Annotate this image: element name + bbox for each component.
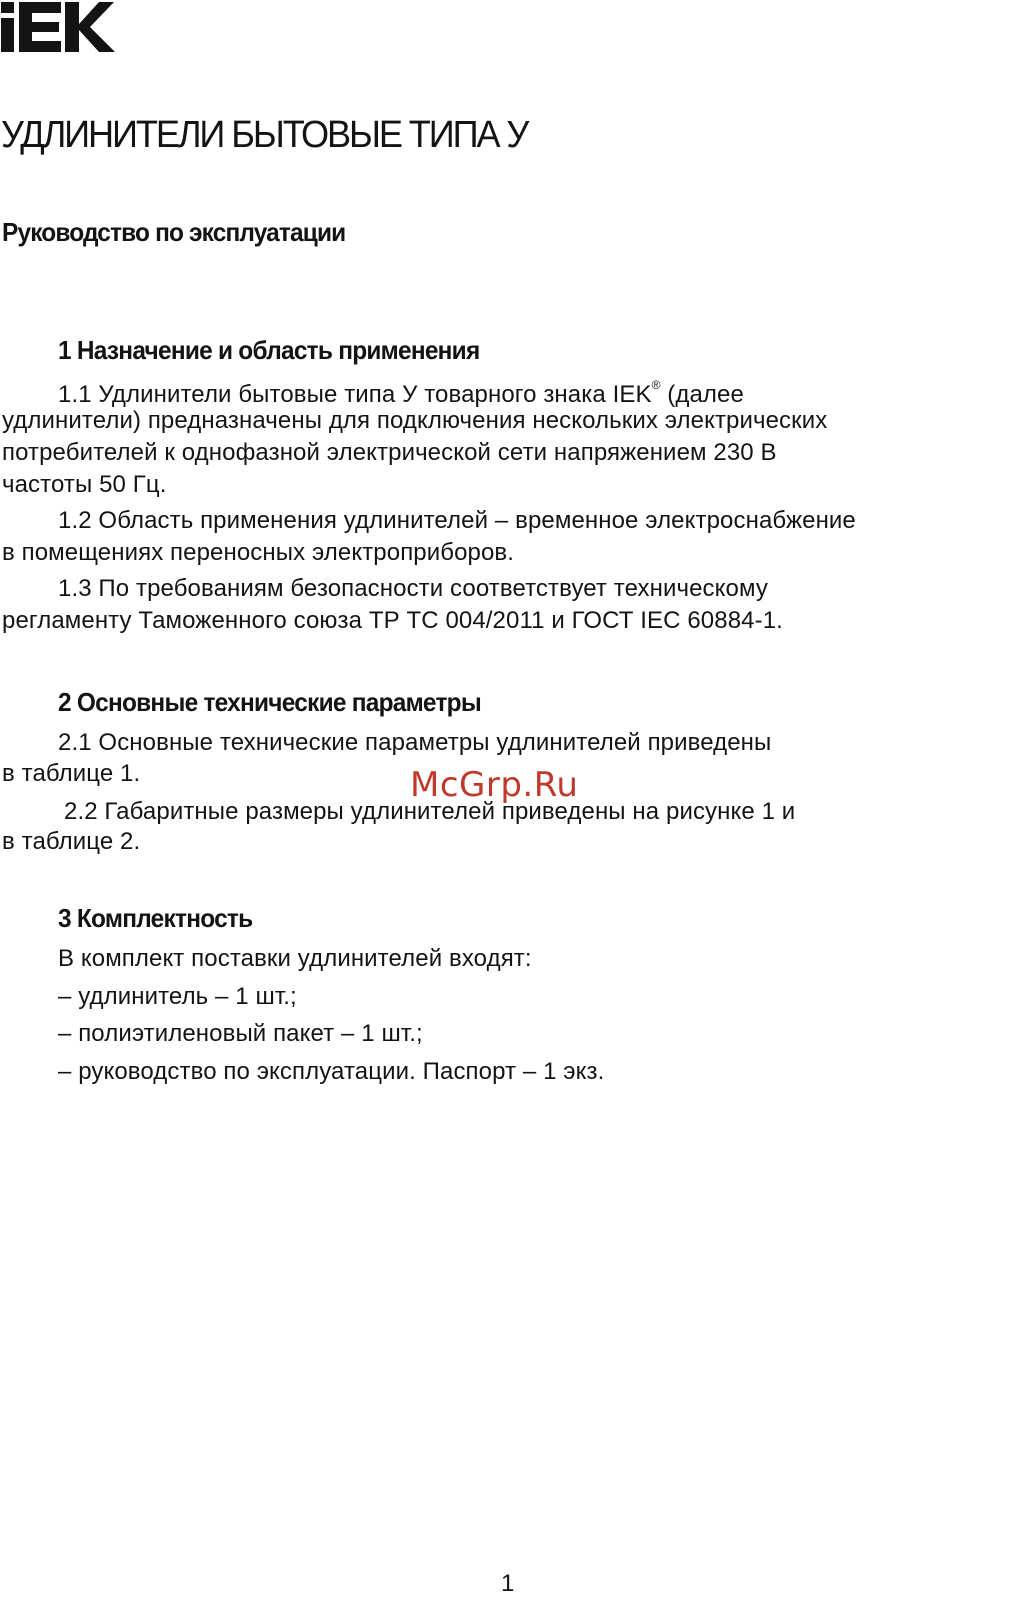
paragraph-line: 1.3 По требованиям безопасности соответствует техническому <box>58 575 768 602</box>
document-subtitle: Руководство по эксплуатации <box>2 217 346 247</box>
watermark: McGrp.Ru <box>410 765 579 805</box>
paragraph-line: регламенту Таможенного союза ТР ТС 004/2011 и ГОСТ IEC 60884-1. <box>2 607 783 634</box>
paragraph-line: 1.2 Область применения удлинителей – временное электроснабжение <box>58 507 856 534</box>
paragraph-line: в таблице 1. <box>2 760 141 787</box>
paragraph-line: потребителей к однофазной электрической сети напряжением 230 В <box>2 439 777 466</box>
registered-trademark-mark: ® <box>651 378 661 392</box>
document-title: УДЛИНИТЕЛИ БЫТОВЫЕ ТИПА У <box>1 114 528 156</box>
paragraph-line: 2.2 Габаритные размеры удлинителей приведены на рисунке 1 и <box>64 798 796 825</box>
paragraph-line: 1.1 Удлинители бытовые типа У товарного знака IEK® (далее <box>58 378 744 408</box>
paragraph-line: в помещениях переносных электроприборов. <box>2 539 515 566</box>
iek-logo <box>0 0 115 56</box>
paragraph-line: удлинители) предназначены для подключения нескольких электрических <box>2 407 828 434</box>
paragraph-line: в таблице 2. <box>2 828 141 855</box>
list-intro: В комплект поставки удлинителей входят: <box>58 945 532 972</box>
list-item: – полиэтиленовый пакет – 1 шт.; <box>58 1020 423 1047</box>
paragraph-line: 2.1 Основные технические параметры удлинителей приведены <box>58 729 772 756</box>
section-heading: 2 Основные технические параметры <box>58 687 481 717</box>
list-item: – руководство по эксплуатации. Паспорт – 1 экз. <box>58 1058 605 1085</box>
section-heading: 3 Комплектность <box>58 903 253 933</box>
page-number: 1 <box>501 1570 515 1597</box>
paragraph-line: частоты 50 Гц. <box>2 471 167 498</box>
list-item: – удлинитель – 1 шт.; <box>58 983 297 1010</box>
section-heading: 1 Назначение и область применения <box>58 335 480 365</box>
